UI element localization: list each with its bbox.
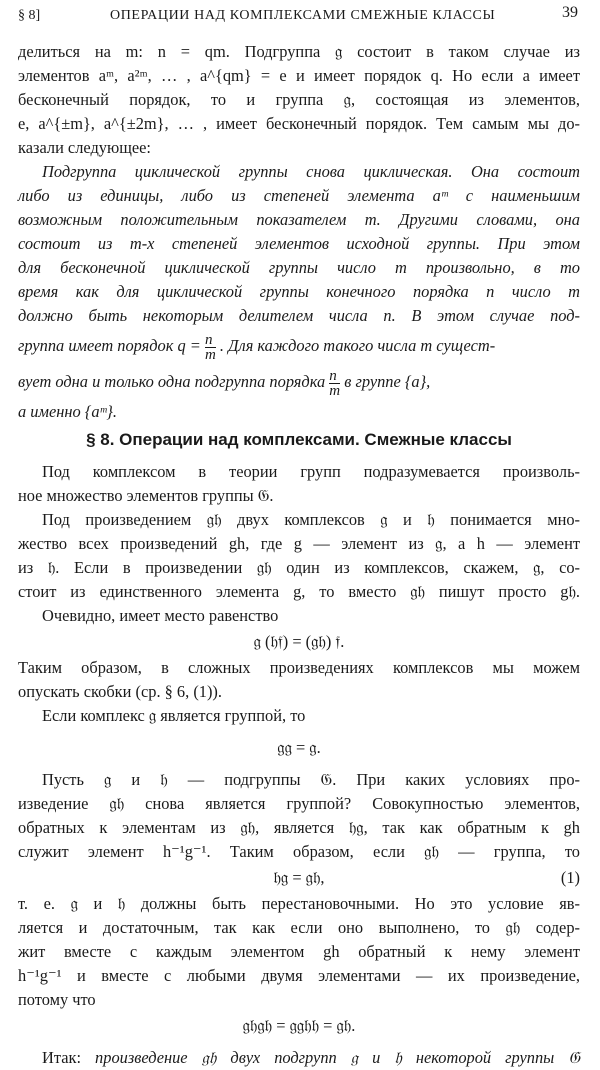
equation-permutable [18,864,580,892]
header-running-title: ОПЕРАЦИИ НАД КОМПЛЕКСАМИ СМЕЖНЫЕ КЛАССЫ [110,8,496,23]
text-line: служит элемент h⁻¹g⁻¹. Таким образом, если 𝔤𝔥 — группа, то [18,842,580,861]
text-line: изведение 𝔤𝔥 снова является группой? Совокупностью элементов, [18,794,580,813]
equation-number: (1) [560,868,580,887]
text-line: e, a^{±m}, a^{±2m}, … , имеет бесконечный порядок. Тем самым мы до- [18,114,580,133]
page-number: 39 [562,4,578,21]
text-line: состоит из m-х степеней элементов исходной группы. При этом [18,234,580,253]
text-line: опускать скобки (ср. § 6, (1)). [18,682,222,701]
text-line [18,364,580,400]
text-line [18,328,580,364]
text-segment: . Для каждого такого числа m сущест- [219,336,496,355]
paragraph-obvious: Очевидно, имеет место равенство [42,606,279,625]
fraction-n-over-m [329,369,340,398]
paragraph-sufficiency [18,892,580,1012]
text-line: ное множество элементов группы 𝔊. [18,486,274,505]
paragraph-product-of-subgroups [18,768,580,864]
text-segment: Итак: [42,1048,81,1067]
paragraph-cyclic-intro [18,40,580,160]
paragraph-brackets [18,656,580,704]
theorem-subgroup-cyclic [18,160,580,424]
text-line: Под произведением 𝔤𝔥 двух комплексов 𝔤 и 𝔥 понимается мно- [42,510,580,529]
text-line: Пусть 𝔤 и 𝔥 — подгруппы 𝔊. При каких условиях про- [42,770,580,789]
page-header [18,4,578,28]
text-line: потому что [18,990,96,1009]
fraction-numerator: n [204,331,213,348]
text-line: ляется и достаточным, так как если оно выполнено, то 𝔤𝔥 содер- [18,918,580,937]
text-line: время как для циклической группы конечного порядка n число m [18,282,580,301]
text-line: из 𝔥. Если в произведении 𝔤𝔥 один из комплексов, скажем, 𝔤, со- [18,558,580,577]
fraction-numerator: n [329,367,337,384]
equation-body: 𝔥𝔤 = 𝔤𝔥, [273,868,325,887]
paragraph-conclusion [18,1046,580,1070]
paragraph-product-definition [18,508,580,604]
header-section-ref: § 8] [18,8,41,23]
page-body [18,40,580,1070]
equation-associativity: 𝔤 (𝔥𝔣) = (𝔤𝔥) 𝔣. [253,632,345,651]
text-line: казали следующее: [18,138,151,157]
text-segment: в группе {a}, [344,372,431,391]
paragraph-complex-definition [18,460,580,508]
text-line: Под комплексом в теории групп подразумевается произволь- [42,462,580,481]
text-line: Подгруппа циклической группы снова циклическая. Она состоит [42,162,580,181]
text-segment: группа имеет порядок q = [18,336,201,355]
paragraph-if-group: Если комплекс 𝔤 является группой, то [42,706,306,725]
text-line: либо из единицы, либо из степеней элемента aᵐ с наименьшим [18,186,580,205]
text-line: для бесконечной циклической группы число m произвольно, в то [18,258,580,277]
text-line: элементов aᵐ, a²ᵐ, … , a^{qm} = e и имеет порядок q. Но если a имеет [18,66,580,85]
section-heading: § 8. Операции над комплексами. Смежные классы [86,430,512,449]
text-line: h⁻¹g⁻¹ и вместе с любыми двумя элементами — их произведение, [18,966,580,985]
equation-closure: 𝔤𝔥𝔤𝔥 = 𝔤𝔤𝔥𝔥 = 𝔤𝔥. [242,1016,356,1035]
text-line: жество всех произведений gh, где g — элемент из 𝔤, а h — элемент [18,534,580,553]
text-line: Таким образом, в сложных произведениях комплексов мы можем [18,658,580,677]
text-line: стоит из единственного элемента g, то вместо 𝔤𝔥 пишут просто g𝔥. [18,582,580,601]
text-line: т. е. 𝔤 и 𝔥 должны быть перестановочными. Но это условие яв- [18,894,580,913]
text-segment-italic: произведение 𝔤𝔥 двух подгрупп 𝔤 и 𝔥 некоторой группы 𝔊 [95,1048,580,1067]
text-line: а именно {aᵐ}. [18,402,118,421]
fraction-denominator: m [329,382,341,399]
text-line: делиться на m: n = qm. Подгруппа 𝔤 состоит в таком случае из [18,42,580,61]
text-line: возможным положительным показателем m. Другими словами, она [18,210,580,229]
fraction-denominator: m [204,346,216,363]
text-line: жит вместе с каждым элементом gh обратный к нему элемент [18,942,580,961]
text-line: обратных к элементам из 𝔤𝔥, является 𝔥𝔤, так как обратным к gh [18,818,580,837]
text-line: должно быть некоторым делителем числа n. В этом случае под- [18,306,580,325]
equation-idempotent: 𝔤𝔤 = 𝔤. [277,738,321,757]
text-segment: вует одна и только одна подгруппа порядка [18,372,326,391]
text-line: бесконечный порядок, то и группа 𝔤, состоящая из элементов, [18,90,580,109]
fraction-n-over-m [205,333,216,362]
